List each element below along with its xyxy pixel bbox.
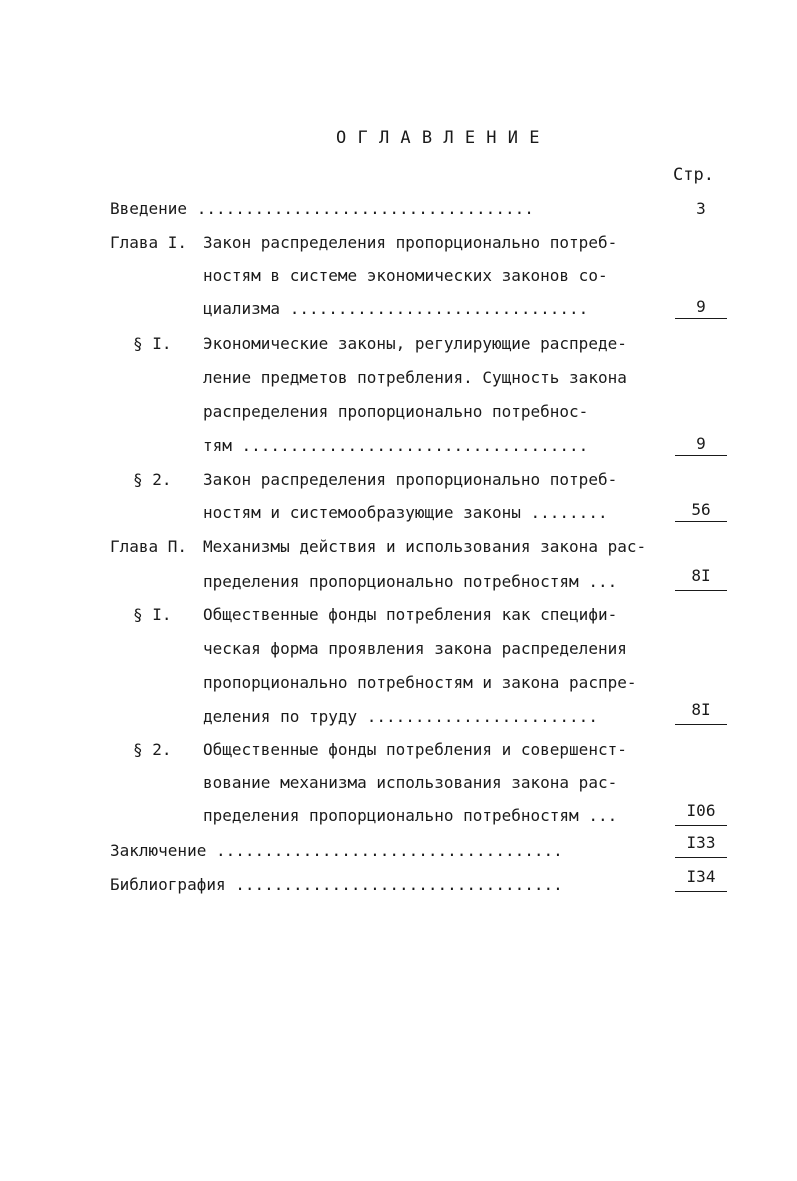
section-1-1-page: 9 <box>696 434 706 453</box>
chapter-1-title-line: циализма ............................... <box>203 299 589 318</box>
section-2-1-page: 8I <box>691 700 711 719</box>
page-underline <box>675 521 727 522</box>
toc-page-bibliography: I34 <box>686 867 716 886</box>
page-underline <box>675 318 727 319</box>
section-1-2-title-line: Закон распределения пропорционально потреб- <box>203 470 618 489</box>
section-2-2-page: I06 <box>686 801 716 820</box>
section-2-1-title-line: деления по труду ........................ <box>203 707 598 726</box>
chapter-2-page: 8I <box>691 566 711 585</box>
page-underline <box>675 455 727 456</box>
section-2-2-title-line: пределения пропорционально потребностям ... <box>203 806 618 825</box>
section-2-1-label: § I. <box>133 605 172 624</box>
chapter-1-page: 9 <box>696 297 706 316</box>
chapter-1-label: Глава I. <box>110 233 188 252</box>
page-underline <box>675 724 727 725</box>
section-1-2-title-line: ностям и системообразующие законы ........ <box>203 503 608 522</box>
section-2-2-title-line: вование механизма использования закона рас- <box>203 773 618 792</box>
toc-entry-conclusion: Заключение .................................... <box>110 841 563 860</box>
section-2-1-title-line: Общественные фонды потребления как специфи- <box>203 605 618 624</box>
toc-page-intro: 3 <box>696 199 706 218</box>
toc-entry-bibliography: Библиография .................................. <box>110 875 563 894</box>
section-1-1-label: § I. <box>133 334 172 353</box>
page-underline <box>675 891 727 892</box>
section-2-2-label: § 2. <box>133 740 172 759</box>
section-1-1-title-line: распределения пропорционально потребнос- <box>203 402 589 421</box>
toc-page-conclusion: I33 <box>686 833 716 852</box>
page-underline <box>675 825 727 826</box>
page-title: О Г Л А В Л Е Н И Е <box>336 128 540 148</box>
section-2-2-title-line: Общественные фонды потребления и совершенст- <box>203 740 627 759</box>
chapter-2-title-line: пределения пропорционально потребностям ... <box>203 572 618 591</box>
chapter-1-title-line: Закон распределения пропорционально потреб- <box>203 233 618 252</box>
section-1-1-title-line: тям .................................... <box>203 436 589 455</box>
section-2-1-title-line: ческая форма проявления закона распределения <box>203 639 627 658</box>
chapter-1-title-line: ностям в системе экономических законов со- <box>203 266 608 285</box>
toc-entry-intro: Введение ................................... <box>110 199 534 218</box>
chapter-2-label: Глава П. <box>110 537 188 556</box>
section-1-2-page: 56 <box>691 500 711 519</box>
section-2-1-title-line: пропорционально потребностям и закона распре- <box>203 673 637 692</box>
page-column-label: Стр. <box>673 165 714 185</box>
page-underline <box>675 857 727 858</box>
page-underline <box>675 590 727 591</box>
chapter-2-title-line: Механизмы действия и использования закона рас- <box>203 537 647 556</box>
section-1-1-title-line: Экономические законы, регулирующие распреде- <box>203 334 627 353</box>
section-1-1-title-line: ление предметов потребления. Сущность закона <box>203 368 627 387</box>
section-1-2-label: § 2. <box>133 470 172 489</box>
